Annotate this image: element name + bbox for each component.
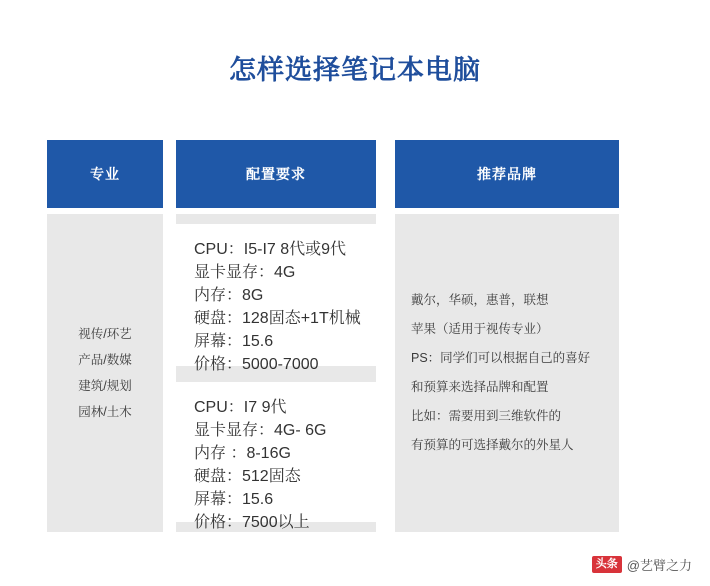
brand-line: 有预算的可选择戴尔的外星人 (411, 438, 574, 452)
spec-line: 价格：7500以上 (194, 514, 310, 531)
spec-line: 内存：8G (194, 287, 264, 304)
major-lines (78, 321, 131, 425)
page-title: 怎样选择笔记本电脑 (229, 55, 481, 85)
spec-line: 内存 ：8-16G (194, 445, 291, 462)
spec-line: 屏幕：15.6 (194, 491, 274, 508)
watermark (592, 555, 692, 574)
table-header-brand: 推荐品牌 (395, 140, 619, 208)
toutiao-badge: 头条 (592, 556, 622, 572)
table-header-major: 专业 (47, 140, 163, 208)
spec-line: 价格：5000-7000 (194, 356, 319, 373)
table-header-spec: 配置要求 (176, 140, 376, 208)
brand-line: 戴尔，华硕，惠普，联想 (411, 293, 549, 307)
major-column (47, 214, 163, 532)
brand-line: 苹果（适用于视传专业） (411, 322, 549, 336)
brand-column (395, 214, 619, 532)
major-line: 产品/数媒 (78, 353, 132, 367)
major-line: 视传/环艺 (78, 327, 132, 341)
brand-line: 比如：需要用到三维软件的 (411, 409, 562, 423)
spec-line: 屏幕：15.6 (194, 333, 274, 350)
major-line: 园林/土木 (78, 405, 132, 419)
brand-lines (411, 286, 590, 460)
spec-line: 硬盘：128固态+1T机械 (194, 310, 361, 327)
spec-line: 硬盘：512固态 (194, 468, 301, 485)
brand-line: 和预算来选择品牌和配置 (411, 380, 549, 394)
spec-card-advanced (176, 382, 376, 531)
spec-line: 显卡显存：4G- 6G (194, 422, 327, 439)
spec-line: CPU：I5-I7 8代或9代 (194, 241, 347, 258)
spec-line: CPU：I7 9代 (194, 399, 287, 416)
watermark-text: @艺臂之力 (626, 558, 692, 573)
spec-card-basic (176, 224, 376, 373)
major-line: 建筑/规划 (78, 379, 132, 393)
brand-line: PS：同学们可以根据自己的喜好 (411, 351, 591, 365)
spec-line: 显卡显存：4G (194, 264, 296, 281)
